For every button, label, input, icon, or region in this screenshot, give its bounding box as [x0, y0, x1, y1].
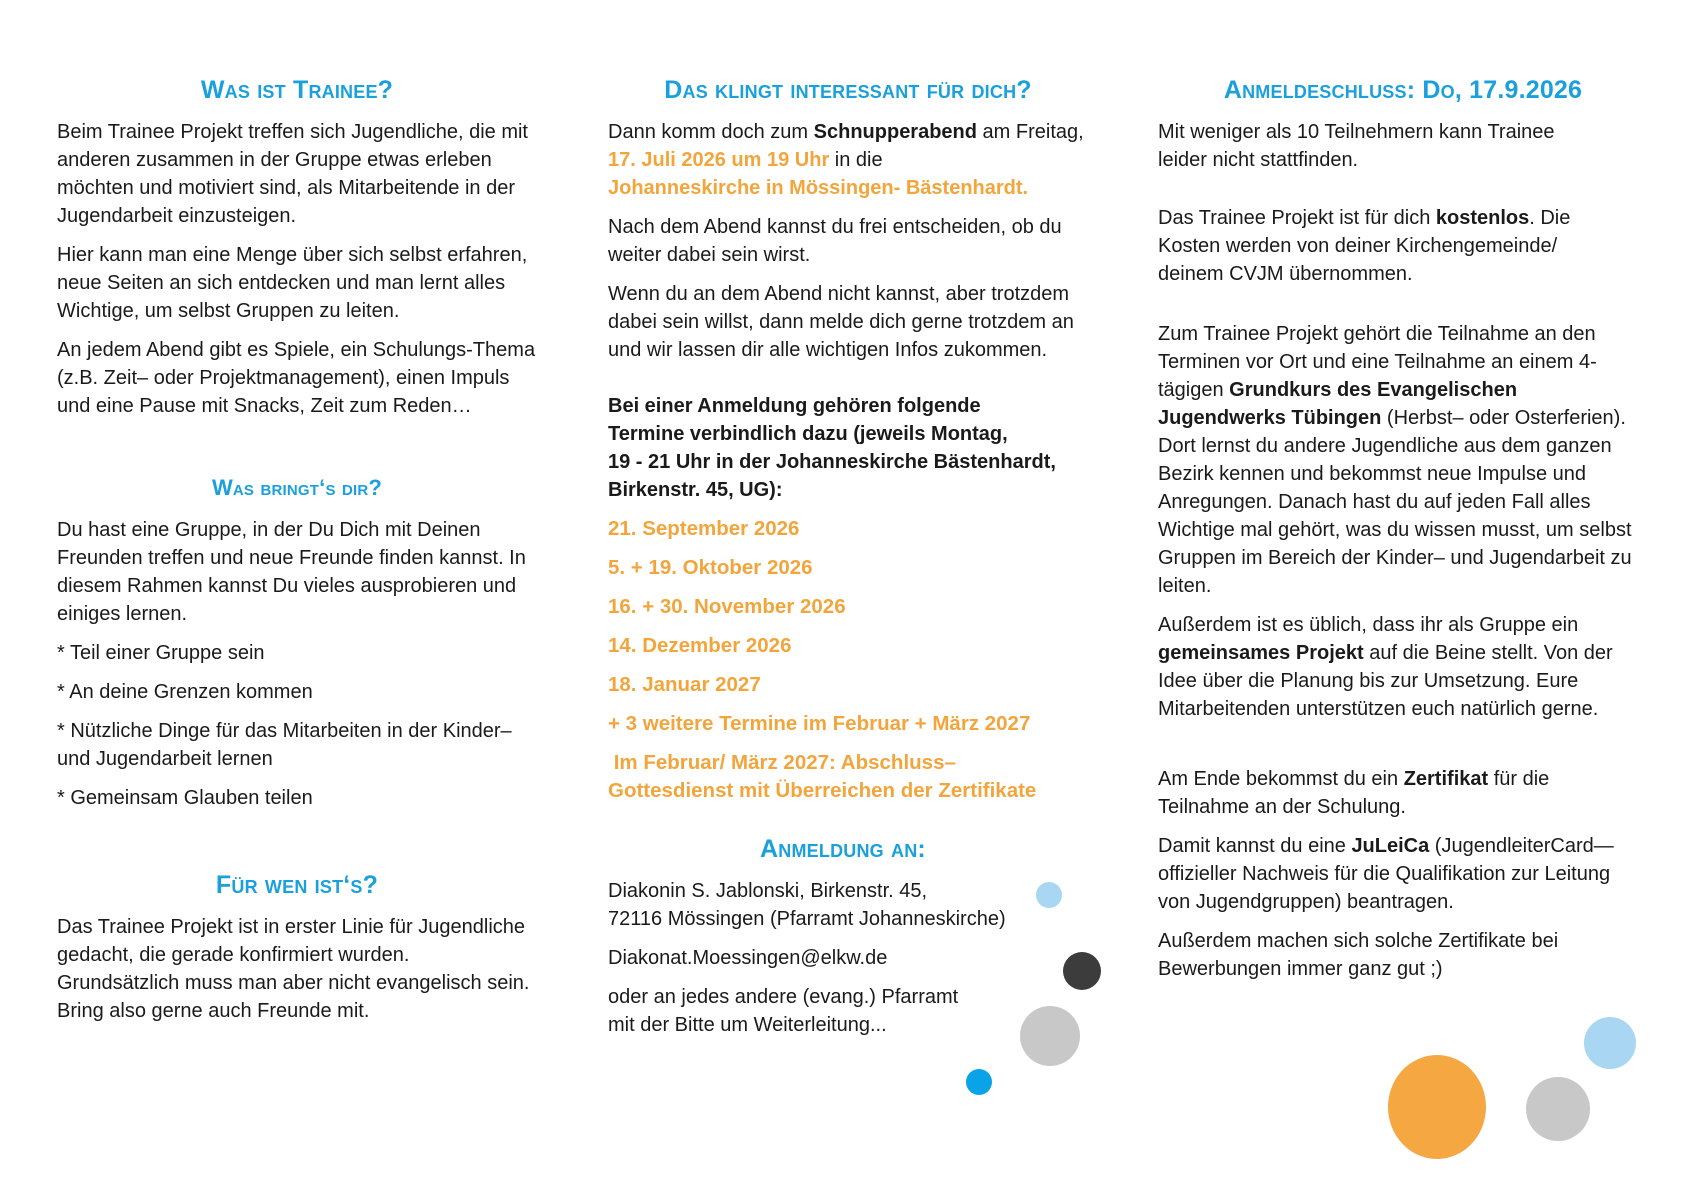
text-bold: Schnupperabend — [813, 121, 977, 143]
column-right — [1158, 70, 1648, 983]
text-line: Bei einer Anmeldung gehören folgende — [608, 395, 981, 417]
text-span: Damit kannst du eine — [1158, 835, 1352, 857]
text-line: Birkenstr. 45, UG): — [608, 479, 783, 501]
decorative-dot-light-blue — [1036, 882, 1062, 908]
paragraph-zertifikat — [1158, 765, 1598, 821]
decorative-dot-orange — [1388, 1055, 1486, 1159]
text-span: Zum Trainee Projekt gehört die Teilnahme an den Terminen vor Ort und eine Teilnahme an einem 4-tägigen — [1158, 323, 1597, 401]
text-bold: kostenlos — [1435, 207, 1530, 229]
decorative-dot-gray — [1020, 1006, 1080, 1066]
schnupperabend-date: 17. Juli 2026 um 19 Uhr — [608, 149, 830, 171]
bullet-item: * Teil einer Gruppe sein — [57, 642, 265, 664]
paragraph-juleica — [1158, 832, 1638, 916]
paragraph-teilnehmerzahl: Mit weniger als 10 Teilnehmern kann Trainee leider nicht stattfinden. — [1158, 121, 1555, 171]
paragraph-kostenlos — [1158, 204, 1598, 288]
date-item: 21. September 2026 — [608, 517, 800, 540]
text-bold: Grundkurs des Evangelischen Jugendwerks Tübingen — [1158, 379, 1518, 429]
paragraph-adresse — [608, 877, 1088, 933]
paragraph-abend-ablauf: An jedem Abend gibt es Spiele, ein Schulungs-Thema (z.B. Zeit– oder Projektmanagement), einen Impuls und eine Pause mit Snacks, Zeit zum Reden… — [57, 339, 536, 417]
text-line: 72116 Mössingen (Pfarramt Johanneskirche) — [608, 908, 1006, 930]
decorative-dot-light-blue — [1584, 1017, 1636, 1069]
heading-anmeldung-an: Anmeldung an: — [760, 835, 926, 863]
heading-anmeldeschluss: Anmeldeschluss: Do, 17.9.2026 — [1223, 76, 1583, 104]
paragraph-termine-verbindlich — [608, 392, 1088, 504]
text-span: in die — [829, 149, 883, 171]
column-left — [57, 70, 537, 1025]
text-span: (JugendleiterCard—offizieller Nachweis für die Qualifikation zur Leitung von Jugendgruppen) beantragen. — [1158, 835, 1614, 913]
date-item: 14. Dezember 2026 — [608, 634, 792, 657]
paragraph-grundkurs — [1158, 320, 1638, 600]
email-link[interactable]: Diakonat.Moessingen@elkw.de — [608, 947, 888, 969]
decorative-dot-gray — [1526, 1077, 1590, 1141]
date-item: 5. + 19. Oktober 2026 — [608, 556, 813, 579]
text-span: Außerdem ist es üblich, dass ihr als Gruppe ein — [1158, 614, 1579, 636]
heading-was-ist-trainee: Was ist Trainee? — [200, 76, 394, 104]
paragraph-bewerbungen: Außerdem machen sich solche Zertifikate bei Bewerbungen immer ganz gut ;) — [1158, 930, 1559, 980]
decorative-dot-blue — [966, 1069, 992, 1095]
paragraph-nicht-kannst: Wenn du an dem Abend nicht kannst, aber trotzdem dabei sein willst, dann melde dich gerne trotzdem an und wir lassen dir alle wichtigen Infos zukommen. — [608, 283, 1074, 361]
text-bold: JuLeiCa — [1351, 835, 1430, 857]
text-bold: gemeinsames Projekt — [1158, 642, 1364, 664]
text-span: am Freitag, — [977, 121, 1084, 143]
text-line: Diakonin S. Jablonski, Birkenstr. 45, — [608, 880, 928, 902]
paragraph-gruppe: Du hast eine Gruppe, in der Du Dich mit Deinen Freunden treffen und neue Freunde finden kannst. In diesem Rahmen kannst Du vieles ausprobieren und einiges lernen. — [57, 519, 526, 625]
date-item: 16. + 30. November 2026 — [608, 595, 846, 618]
paragraph-nicht-evangelisch: Grundsätzlich muss man aber nicht evangelisch sein. Bring also gerne auch Freunde mit. — [57, 972, 530, 1022]
paragraph-intro: Beim Trainee Projekt treffen sich Jugendliche, die mit anderen zusammen in der Gruppe etwas erleben möchten und motiviert sind, als Mitarbeitende in der Jugendarbeit einzusteigen. — [57, 121, 528, 227]
text-line: oder an jedes andere (evang.) Pfarramt — [608, 986, 959, 1008]
text-line: Termine verbindlich dazu (jeweils Montag, — [608, 423, 1008, 445]
text-span: Am Ende bekommst du ein — [1158, 768, 1404, 790]
heading-was-bringts-dir: Was bringt‘s dir? — [211, 475, 383, 500]
text-span: Dann komm doch zum — [608, 121, 814, 143]
text-line: Im Februar/ März 2027: Abschluss– — [608, 751, 956, 774]
paragraph-selbst-erfahren: Hier kann man eine Menge über sich selbst erfahren, neue Seiten an sich entdecken und man lernt alles Wichtige, um selbst Gruppen zu leiten. — [57, 244, 528, 322]
text-span: Das Trainee Projekt ist für dich — [1158, 207, 1436, 229]
text-span: auf die Beine stellt. Von der Idee über die Planung bis zur Umsetzung. Eure Mitarbeitenden unterstützen euch natürlich gerne. — [1158, 642, 1613, 720]
schnupperabend-location: Johanneskirche in Mössingen- Bästenhardt. — [608, 177, 1029, 199]
heading-das-klingt-interessant: Das klingt interessant für dich? — [664, 76, 1032, 104]
bullet-item: * An deine Grenzen kommen — [57, 681, 313, 703]
paragraph-anderes-pfarramt — [608, 983, 1088, 1039]
bullet-item: * Nützliche Dinge für das Mitarbeiten in der Kinder– und Jugendarbeit lernen — [57, 720, 512, 770]
text-span: (Herbst– oder Osterferien). Dort lernst du andere Jugendliche aus dem ganzen Bezirk kennen und bekommst neue Impulse und Anregungen. Danach hast du auf jeden Fall alles Wichtige mal gehört, was du wissen musst, um selbst Gruppen im Bereich der Kinder– und Jugendarbeit zu leiten. — [1158, 407, 1632, 597]
text-line: Gottesdienst mit Überreichen der Zertifikate — [608, 779, 1037, 802]
date-item: + 3 weitere Termine im Februar + März 2027 — [608, 712, 1031, 735]
column-middle — [608, 70, 1088, 1039]
paragraph-zielgruppe: Das Trainee Projekt ist in erster Linie für Jugendliche gedacht, die gerade konfirmiert wurden. — [57, 916, 526, 966]
text-bold: Zertifikat — [1403, 768, 1489, 790]
text-span: . Die Kosten werden von deiner Kirchengemeinde/ deinem CVJM übernommen. — [1158, 207, 1571, 285]
text-line: mit der Bitte um Weiterleitung... — [608, 1014, 887, 1036]
date-item: 18. Januar 2027 — [608, 673, 761, 696]
dates-list — [608, 515, 1088, 805]
decorative-dot-dark — [1063, 952, 1101, 990]
paragraph-schnupperabend — [608, 118, 1088, 202]
text-span: für die Teilnahme an der Schulung. — [1158, 768, 1550, 818]
bullet-item: * Gemeinsam Glauben teilen — [57, 787, 313, 809]
paragraph-entscheiden: Nach dem Abend kannst du frei entscheiden, ob du weiter dabei sein wirst. — [608, 216, 1062, 266]
paragraph-gemeinsames-projekt — [1158, 611, 1648, 723]
date-abschluss — [608, 749, 1088, 805]
heading-fuer-wen-ists: Für wen ist‘s? — [215, 871, 379, 899]
text-line: 19 - 21 Uhr in der Johanneskirche Bästenhardt, — [608, 451, 1056, 473]
